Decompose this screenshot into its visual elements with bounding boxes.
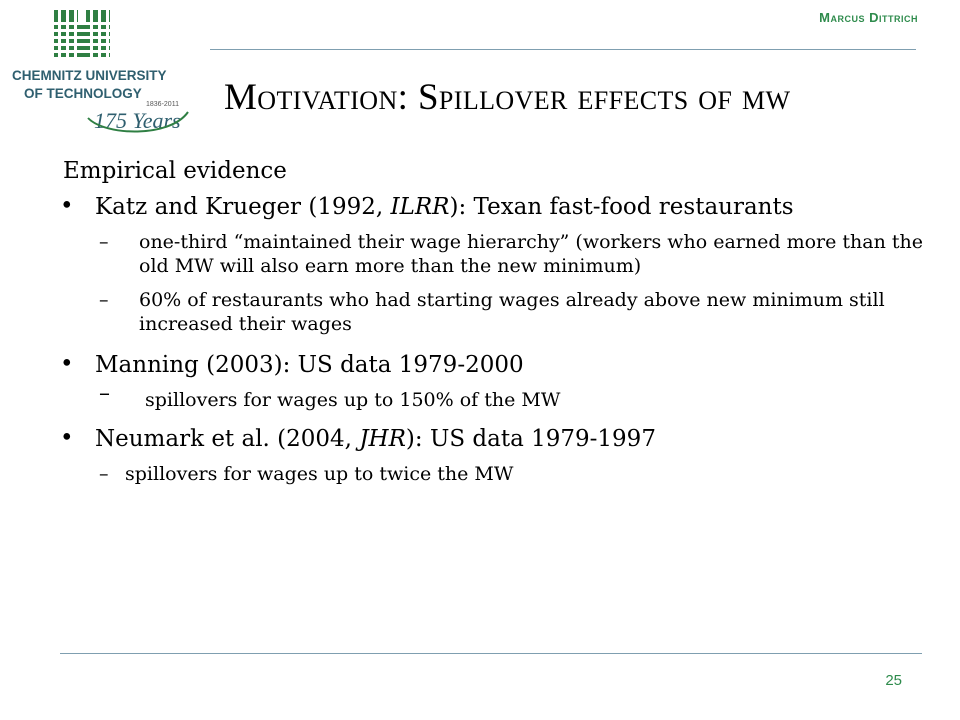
bullet-text: Manning (2003): US data 1979-2000 <box>95 352 524 378</box>
subitem-text: 60% of restaurants who had starting wages already above new minimum still increased their wages <box>139 289 885 335</box>
subitem-restaurants-increase <box>63 288 933 336</box>
university-logo <box>10 8 200 140</box>
subitem-wage-hierarchy <box>63 230 933 278</box>
building-emblem-icon <box>54 10 110 57</box>
subitem-spillovers-twice <box>63 462 933 486</box>
bullet-text: ): Texan fast-food restaurants <box>449 194 794 220</box>
bullet-icon: • <box>60 193 74 219</box>
logo-university-line1: CHEMNITZ UNIVERSITY <box>12 68 167 83</box>
bullet-text: ): US data 1979-1997 <box>405 426 656 452</box>
bullet-icon: • <box>60 425 74 451</box>
bullet-item-manning <box>60 351 933 378</box>
bullet-icon: • <box>60 351 74 377</box>
logo-anniversary: 175 Years <box>94 108 181 133</box>
bullet-text: Neumark et al. (2004, <box>95 426 360 452</box>
logo-years-range: 1836-2011 <box>146 101 179 108</box>
subitem-text: one-third “maintained their wage hierarchy” (workers who earned more than the old MW will also earn more than the new minimum) <box>139 231 923 277</box>
subitem-spillovers-150 <box>63 381 933 412</box>
bullet-item-katz-krueger <box>60 193 933 220</box>
university-logo-graphic <box>10 8 200 140</box>
journal-name: ILRR <box>390 194 450 220</box>
author-name: Marcus Dittrich <box>819 10 918 25</box>
slide-title: Motivation: Spillover effects of mw <box>224 77 791 118</box>
dash-icon: – <box>99 381 110 406</box>
slide-content <box>60 158 933 496</box>
section-heading: Empirical evidence <box>63 158 287 184</box>
footer-rule <box>60 653 922 654</box>
dash-icon: – <box>99 289 109 311</box>
journal-name: JHR <box>359 426 406 452</box>
dash-icon: – <box>99 231 109 253</box>
subitem-text: spillovers for wages up to twice the MW <box>125 463 514 485</box>
subitem-text: spillovers for wages up to 150% of the MW <box>145 389 561 411</box>
bullet-text: Katz and Krueger (1992, <box>95 194 391 220</box>
dash-icon: – <box>99 463 109 485</box>
logo-university-line2: OF TECHNOLOGY <box>24 86 142 101</box>
bullet-item-neumark <box>60 425 933 452</box>
header-rule <box>210 49 916 50</box>
page-number: 25 <box>885 672 902 689</box>
